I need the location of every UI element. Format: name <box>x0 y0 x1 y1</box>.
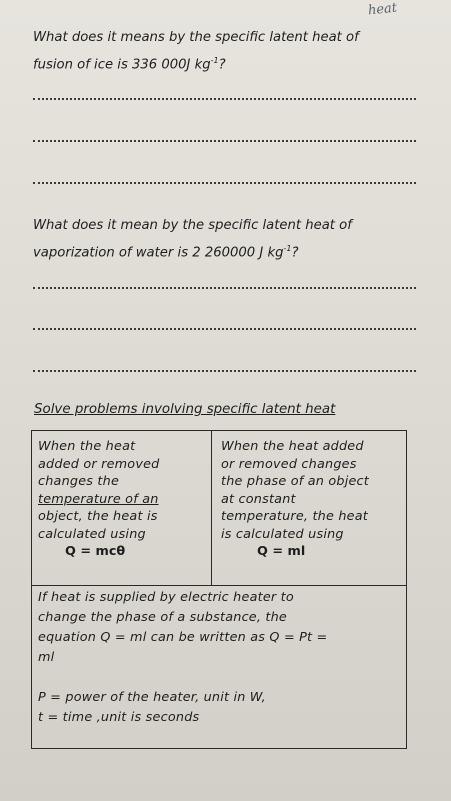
text-line: equation Q = ml can be written as Q = Pt = <box>38 630 328 645</box>
text-line: When the heat added <box>221 439 364 454</box>
question-2-line-1: What does it mean by the specific latent heat of <box>33 218 352 233</box>
text-line: ml <box>38 650 55 665</box>
question-1 <box>33 26 428 76</box>
answer-line-2 <box>33 140 416 142</box>
answer-line-6 <box>33 370 416 372</box>
table-cell-heat-temperature <box>32 431 212 586</box>
text-line: temperature, the heat <box>221 509 368 524</box>
text-line: temperature of an <box>38 491 159 507</box>
text-line: at constant <box>221 491 296 507</box>
answer-line-1 <box>33 98 416 100</box>
text-line: or removed changes <box>221 456 357 472</box>
question-2-line-2: vaporization of water is 2 260000 J $kg^{-1}$? <box>33 244 299 261</box>
text-line: If heat is supplied by electric heater to <box>38 590 294 605</box>
text-line: the phase of an object <box>221 474 370 489</box>
text-line: t = time ,unit is seconds <box>38 710 200 725</box>
section-heading: Solve problems involving specific latent heat <box>34 402 336 417</box>
table-cell-electric-heater <box>32 586 406 748</box>
question-2 <box>33 214 428 264</box>
question-1-line-2: fusion of ice is 336 000J $kg^{-1}$? <box>33 56 226 73</box>
answer-line-4 <box>33 287 416 289</box>
text-line: change the phase of a substance, the <box>38 610 288 625</box>
table-cell-heat-phase <box>212 431 406 586</box>
text-line: P = power of the heater, unit in W, <box>38 690 266 705</box>
formula-mc-theta: Q = mcθ <box>65 544 126 559</box>
question-1-line-1: What does it means by the specific latent heat of <box>33 30 359 45</box>
handwritten-note: heat <box>367 0 398 19</box>
text-line: is calculated using <box>221 526 344 542</box>
text-line: object, the heat is <box>38 509 158 524</box>
text-line: changes the <box>38 474 120 489</box>
text-line: When the heat <box>38 439 136 454</box>
text-line: calculated using <box>38 526 146 542</box>
answer-line-5 <box>33 328 416 330</box>
answer-line-3 <box>33 182 416 184</box>
formula-ml: Q = ml <box>257 544 306 559</box>
formula-table <box>31 430 407 749</box>
text-line: added or removed <box>38 456 160 472</box>
